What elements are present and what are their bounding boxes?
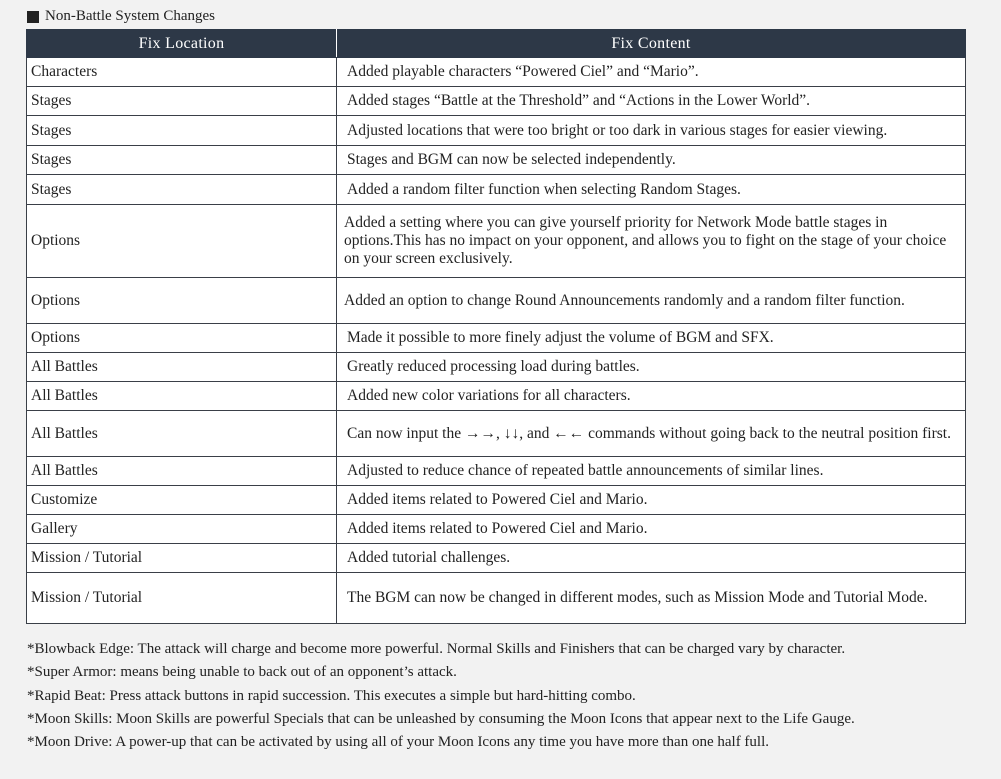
table-row: [27, 382, 966, 411]
fix-location-cell: Options: [27, 205, 337, 278]
changes-table: [26, 29, 966, 624]
fix-location-cell: All Battles: [27, 353, 337, 382]
fix-location-cell: Characters: [27, 58, 337, 87]
fix-content-cell: Added new color variations for all characters.: [337, 382, 966, 411]
fix-location-cell: Stages: [27, 116, 337, 146]
table-row: [27, 411, 966, 457]
fix-location-cell: Mission / Tutorial: [27, 544, 337, 573]
footnote-moon-drive: *Moon Drive: A power-up that can be activated by using all of your Moon Icons any time you have more than one half full.: [27, 734, 770, 751]
fix-location-cell: Stages: [27, 87, 337, 116]
table-row: [27, 87, 966, 116]
fix-content-cell: Added playable characters “Powered Ciel” and “Mario”.: [337, 58, 966, 87]
fix-location-cell: All Battles: [27, 411, 337, 457]
fix-content-cell: Made it possible to more finely adjust the volume of BGM and SFX.: [337, 324, 966, 353]
fix-location-cell: Customize: [27, 486, 337, 515]
table-row: [27, 278, 966, 324]
fix-location-cell: Mission / Tutorial: [27, 573, 337, 624]
section-title-text: Non-Battle System Changes: [45, 8, 215, 24]
fix-content-cell: Added a random filter function when selecting Random Stages.: [337, 175, 966, 205]
fix-location-cell: Options: [27, 278, 337, 324]
square-bullet-icon: [27, 11, 39, 23]
footnotes: [27, 638, 855, 754]
table-row: [27, 146, 966, 175]
table-row: [27, 486, 966, 515]
table-row: [27, 175, 966, 205]
section-heading: [27, 8, 215, 25]
footnote-rapid-beat: *Rapid Beat: Press attack buttons in rapid succession. This executes a simple but hard-hitting combo.: [27, 687, 636, 704]
table-row: [27, 573, 966, 624]
fix-location-cell: All Battles: [27, 457, 337, 486]
table-row: [27, 58, 966, 87]
table-row: [27, 353, 966, 382]
table-row: [27, 205, 966, 278]
footnote-moon-skills: *Moon Skills: Moon Skills are powerful Specials that can be unleashed by consuming the Moon Icons that appear next to the Life Gauge.: [27, 710, 855, 727]
table-row: [27, 457, 966, 486]
fix-content-cell: Added an option to change Round Announcements randomly and a random filter function.: [337, 278, 966, 324]
footnote-super-armor: *Super Armor: means being unable to back out of an opponent’s attack.: [27, 664, 457, 681]
footnote-blowback-edge: *Blowback Edge: The attack will charge and become more powerful. Normal Skills and Finishers that can be charged vary by character.: [27, 641, 846, 657]
fix-content-cell: Added items related to Powered Ciel and Mario.: [337, 515, 966, 544]
fix-content-cell: Can now input the →→, ↓↓, and ←← commands without going back to the neutral position first.: [337, 411, 966, 457]
fix-location-cell: All Battles: [27, 382, 337, 411]
table-row: [27, 544, 966, 573]
fix-content-cell: Adjusted locations that were too bright or too dark in various stages for easier viewing.: [337, 116, 966, 146]
table-row: [27, 515, 966, 544]
table-row: [27, 116, 966, 146]
fix-content-cell: Added stages “Battle at the Threshold” and “Actions in the Lower World”.: [337, 87, 966, 116]
fix-content-cell: Added tutorial challenges.: [337, 544, 966, 573]
fix-content-cell: Added items related to Powered Ciel and Mario.: [337, 486, 966, 515]
fix-location-cell: Stages: [27, 175, 337, 205]
table-row: [27, 324, 966, 353]
fix-content-cell: Stages and BGM can now be selected independently.: [337, 146, 966, 175]
fix-content-cell: Adjusted to reduce chance of repeated battle announcements of similar lines.: [337, 457, 966, 486]
fix-location-cell: Stages: [27, 146, 337, 175]
fix-location-cell: Gallery: [27, 515, 337, 544]
column-header-content: Fix Content: [337, 30, 966, 58]
fix-content-cell: The BGM can now be changed in different modes, such as Mission Mode and Tutorial Mode.: [337, 573, 966, 624]
fix-content-cell: Greatly reduced processing load during battles.: [337, 353, 966, 382]
column-header-location: Fix Location: [27, 30, 337, 58]
fix-location-cell: Options: [27, 324, 337, 353]
fix-content-cell: Added a setting where you can give yourself priority for Network Mode battle stages in options.This has no impact on your opponent, and allows you to fight on the stage of your choice on your screen exclusively.: [337, 205, 966, 278]
table-header-row: [27, 30, 966, 58]
